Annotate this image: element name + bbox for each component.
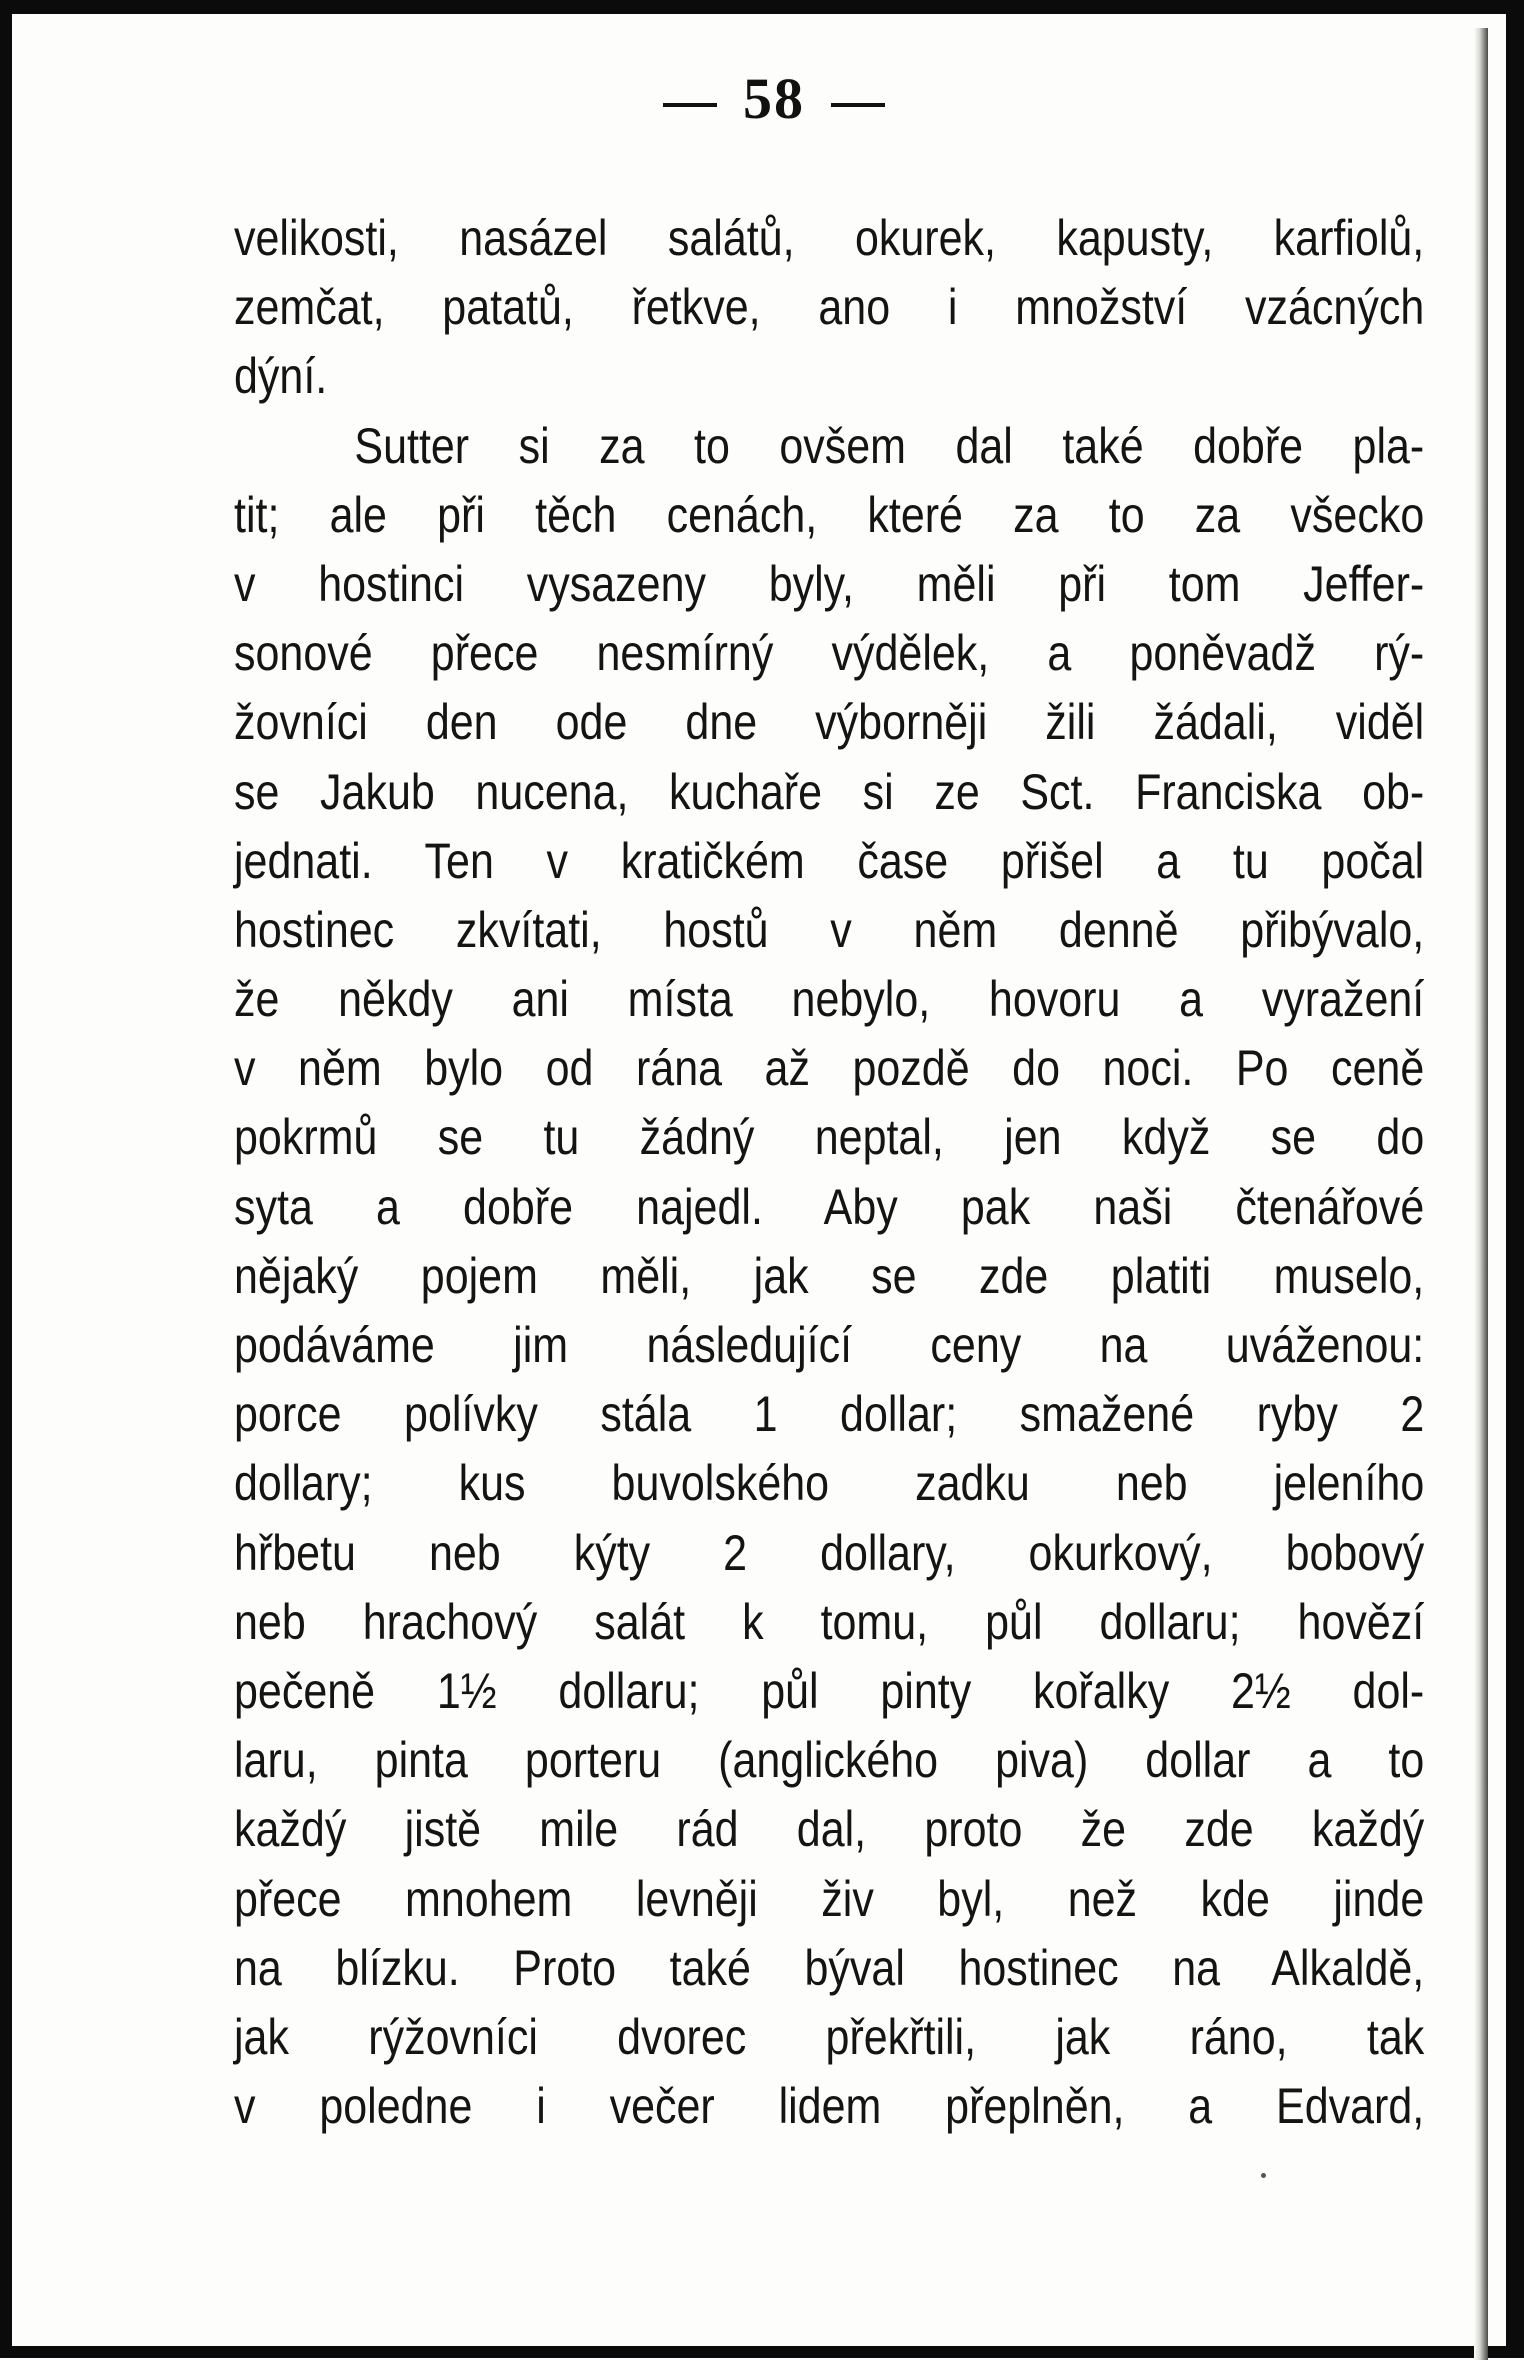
page-number-header [12, 66, 1524, 131]
text-line: každý jistě mile rád dal, proto že zde každý [234, 1801, 1425, 1858]
text-line: hřbetu neb kýty 2 dollary, okurkový, bobový [234, 1524, 1425, 1581]
text-line: jak rýžovníci dvorec překřtili, jak ráno, tak [234, 2008, 1425, 2065]
page-number: 58 [743, 66, 805, 131]
print-speck [1261, 2173, 1266, 2178]
binding-shadow [1474, 28, 1488, 2360]
right-dash [831, 103, 885, 107]
text-line: jednati. Ten v kratičkém čase přišel a tu počal [234, 832, 1425, 889]
text-line: v poledne i večer lidem přeplněn, a Edvard, [234, 2078, 1425, 2135]
text-line: porce polívky stála 1 dollar; smažené ryby 2 [234, 1386, 1425, 1443]
text-line: pokrmů se tu žádný neptal, jen když se do [234, 1109, 1425, 1166]
text-line: podáváme jim následující ceny na uváženou: [234, 1317, 1425, 1373]
text-line: dollary; kus buvolského zadku neb jeleního [234, 1455, 1425, 1512]
text-line: tit; ale při těch cenách, které za to za všecko [234, 486, 1425, 543]
text-line: přece mnohem levněji živ byl, než kde jinde [234, 1870, 1425, 1927]
text-line: Sutter si za to ovšem dal také dobře pla- [354, 417, 1425, 474]
text-line: v něm bylo od rána až pozdě do noci. Po ceně [234, 1040, 1425, 1097]
text-line: neb hrachový salát k tomu, půl dollaru; hovězí [234, 1593, 1425, 1650]
left-dash [663, 103, 717, 107]
text-line: sonové přece nesmírný výdělek, a poněvadž rý- [234, 625, 1425, 682]
text-line: že někdy ani místa nebylo, hovoru a vyražení [234, 971, 1425, 1028]
text-line: laru, pinta porteru (anglického piva) dollar a to [234, 1732, 1425, 1789]
text-line: hostinec zkvítati, hostů v něm denně přibývalo, [234, 901, 1425, 958]
text-line: pečeně 1½ dollaru; půl pinty kořalky 2½ dol- [234, 1662, 1425, 1719]
text-line: v hostinci vysazeny byly, měli při tom Jeffer- [234, 555, 1425, 612]
text-line: syta a dobře najedl. Aby pak naši čtenářové [234, 1178, 1425, 1235]
body-text [234, 204, 1425, 2141]
text-line: dýní. [234, 348, 328, 405]
text-line: nějaký pojem měli, jak se zde platiti muselo, [234, 1247, 1425, 1304]
text-line: žovníci den ode dne výborněji žili žádali, viděl [234, 694, 1425, 751]
text-line: na blízku. Proto také býval hostinec na Alkaldě, [234, 1939, 1425, 1996]
text-line: velikosti, nasázel salátů, okurek, kapusty, karfiolů, [234, 210, 1425, 266]
text-line: zemčat, patatů, řetkve, ano i množství vzácných [234, 279, 1425, 336]
text-line: se Jakub nucena, kuchaře si ze Sct. Franciska ob- [234, 763, 1425, 820]
